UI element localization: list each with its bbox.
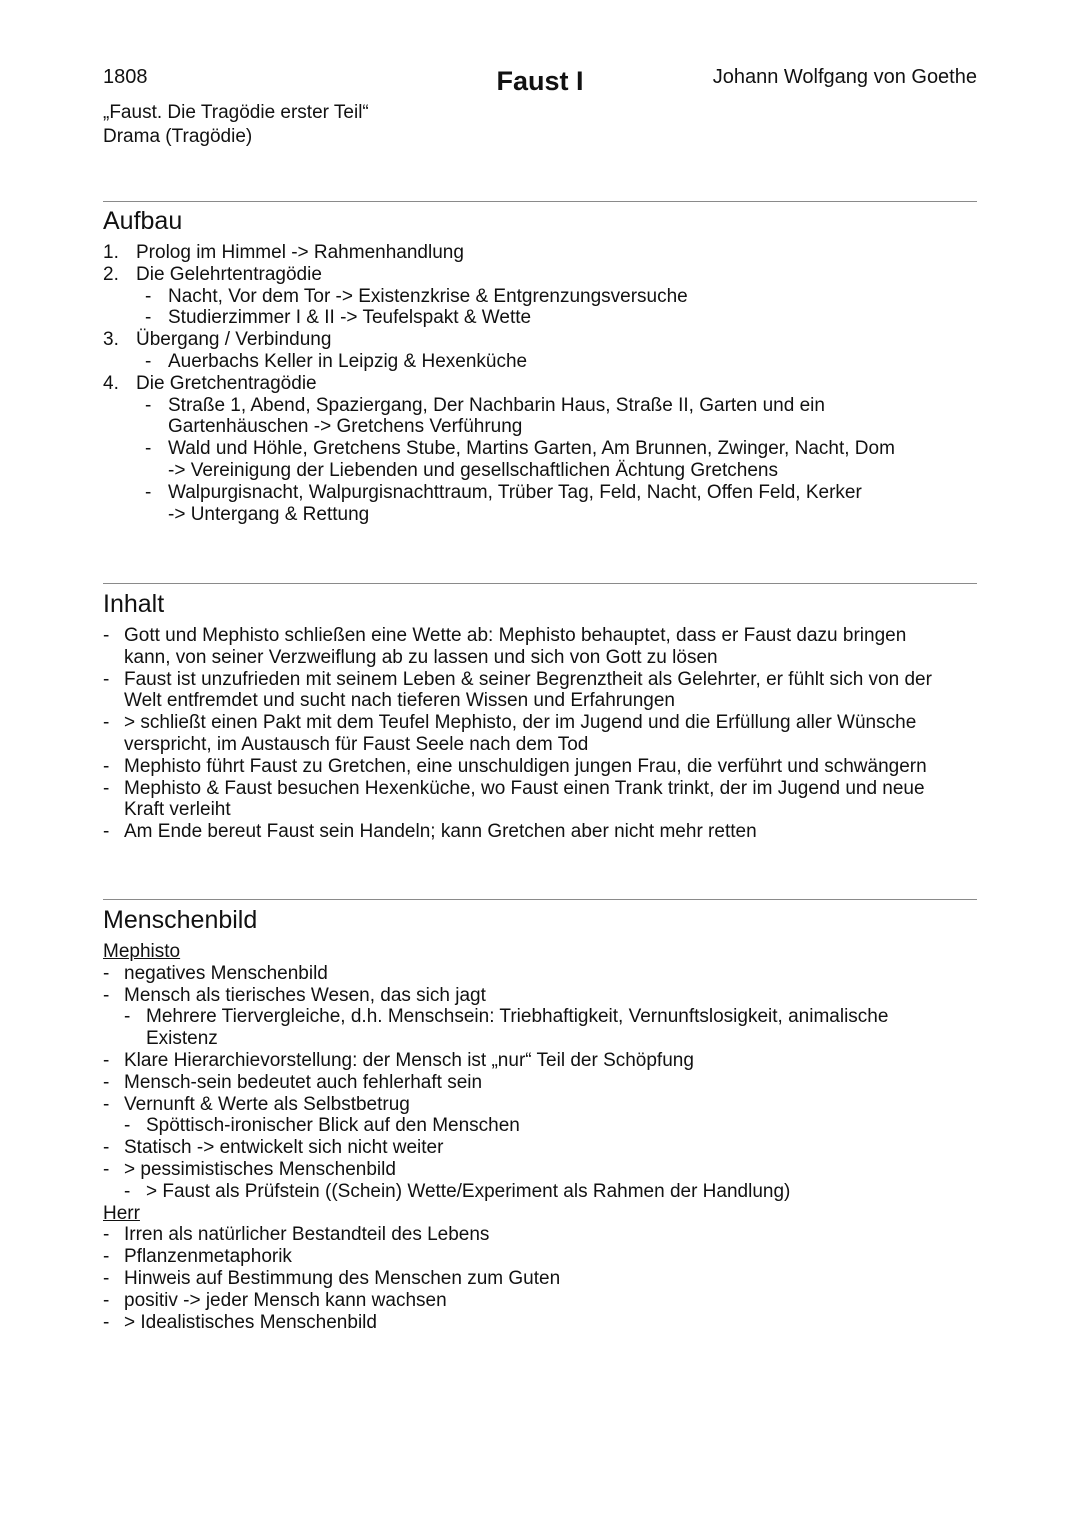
bullet-item: - > pessimistisches Menschenbild [103,1158,396,1180]
bullet-item: - negatives Menschenbild [103,962,328,984]
genre-line: Drama (Tragödie) [103,126,253,147]
divider [103,583,977,584]
bullet-item: - Mephisto führt Faust zu Gretchen, eine unschuldigen jungen Frau, die verführt und schwängern [103,755,927,777]
sub-list-item: - Straße 1, Abend, Spaziergang, Der Nachbarin Haus, Straße II, Garten und ein [145,394,825,416]
sub-list-item: - Auerbachs Keller in Leipzig & Hexenküche [145,350,528,372]
subheading-herr: Herr [103,1202,140,1224]
bullet-item: - Gott und Mephisto schließen eine Wette ab: Mephisto behauptet, dass er Faust dazu bringen [103,625,907,646]
section-title: Menschenbild [103,906,258,934]
sub-bullet-item: - > Faust als Prüfstein ((Schein) Wette/Experiment als Rahmen der Handlung) [124,1180,791,1202]
bullet-item: - positiv -> jeder Mensch kann wachsen [103,1289,447,1311]
list-item: 1. Prolog im Himmel -> Rahmenhandlung [103,242,464,263]
list-item: 4. Die Gretchentragödie [103,372,317,394]
continuation-line: verspricht, im Austausch für Faust Seele nach dem Tod [124,733,589,755]
sub-list-item: - Nacht, Vor dem Tor -> Existenzkrise & Entgrenzungsversuche [145,285,688,307]
bullet-item: - Klare Hierarchievorstellung: der Mensch ist „nur“ Teil der Schöpfung [103,1049,694,1071]
bullet-item: - Statisch -> entwickelt sich nicht weiter [103,1137,444,1159]
continuation-line: kann, von seiner Verzweiflung ab zu lassen und sich von Gott zu lösen [124,646,718,668]
continuation-line: Kraft verleiht [124,799,231,821]
sub-list-item: - Wald und Höhle, Gretchens Stube, Martins Garten, Am Brunnen, Zwinger, Nacht, Dom [145,438,895,460]
list-item: 3. Übergang / Verbindung [103,329,332,351]
bullet-item: - Mensch-sein bedeutet auch fehlerhaft sein [103,1071,483,1093]
bullet-item: - > schließt einen Pakt mit dem Teufel Mephisto, der im Jugend und die Erfüllung aller Wünsche [103,712,917,734]
section-title: Aufbau [103,207,183,235]
continuation-line: Welt entfremdet und sucht nach tieferen Wissen und Erfahrungen [124,690,675,712]
subheading-mephisto: Mephisto [103,941,181,962]
divider [103,201,977,202]
bullet-item: - Pflanzenmetaphorik [103,1246,292,1268]
continuation-line: -> Vereinigung der Liebenden und gesellschaftlichen Ächtung Gretchens [168,459,779,481]
section-menschenbild [103,905,983,1333]
subtitle-line: „Faust. Die Tragödie erster Teil“ [103,102,369,123]
year: 1808 [103,66,148,88]
author: Johann Wolfgang von Goethe [712,66,977,88]
subtitle [103,101,369,149]
page-title: Faust I [496,66,584,96]
continuation-line: -> Untergang & Rettung [168,503,370,525]
bullet-item: - Mephisto & Faust besuchen Hexenküche, wo Faust einen Trank trinkt, der im Jugend und neue [103,777,925,799]
sub-bullet-item: - Spöttisch-ironischer Blick auf den Menschen [124,1115,520,1137]
bullet-item: - Irren als natürlicher Bestandteil des Lebens [103,1224,490,1246]
section-inhalt [103,589,983,843]
bullet-item: - Hinweis auf Bestimmung des Menschen zum Guten [103,1267,561,1289]
bullet-item: - Mensch als tierisches Wesen, das sich jagt [103,984,486,1006]
bullet-item: - Faust ist unzufrieden mit seinem Leben & seiner Begrenztheit als Gelehrter, er fühlt sich von der [103,668,932,690]
sub-list-item: - Studierzimmer I & II -> Teufelspakt & Wette [145,307,532,329]
bullet-item: - > Idealistisches Menschenbild [103,1311,377,1333]
list-item: 2. Die Gelehrtentragödie [103,263,322,285]
bullet-item: - Am Ende bereut Faust sein Handeln; kann Gretchen aber nicht mehr retten [103,821,757,843]
section-aufbau [103,206,983,525]
section-title: Inhalt [103,590,165,618]
continuation-line: Gartenhäuschen -> Gretchens Verführung [168,416,523,438]
document-header [103,64,977,154]
continuation-line: Existenz [146,1028,218,1050]
sub-bullet-item: - Mehrere Tiervergleiche, d.h. Menschsein: Triebhaftigkeit, Vernunftslosigkeit, animalische [124,1006,889,1028]
divider [103,899,977,900]
bullet-item: - Vernunft & Werte als Selbstbetrug [103,1093,410,1115]
sub-list-item: - Walpurgisnacht, Walpurgisnachttraum, Trüber Tag, Feld, Nacht, Offen Feld, Kerker [145,481,862,503]
